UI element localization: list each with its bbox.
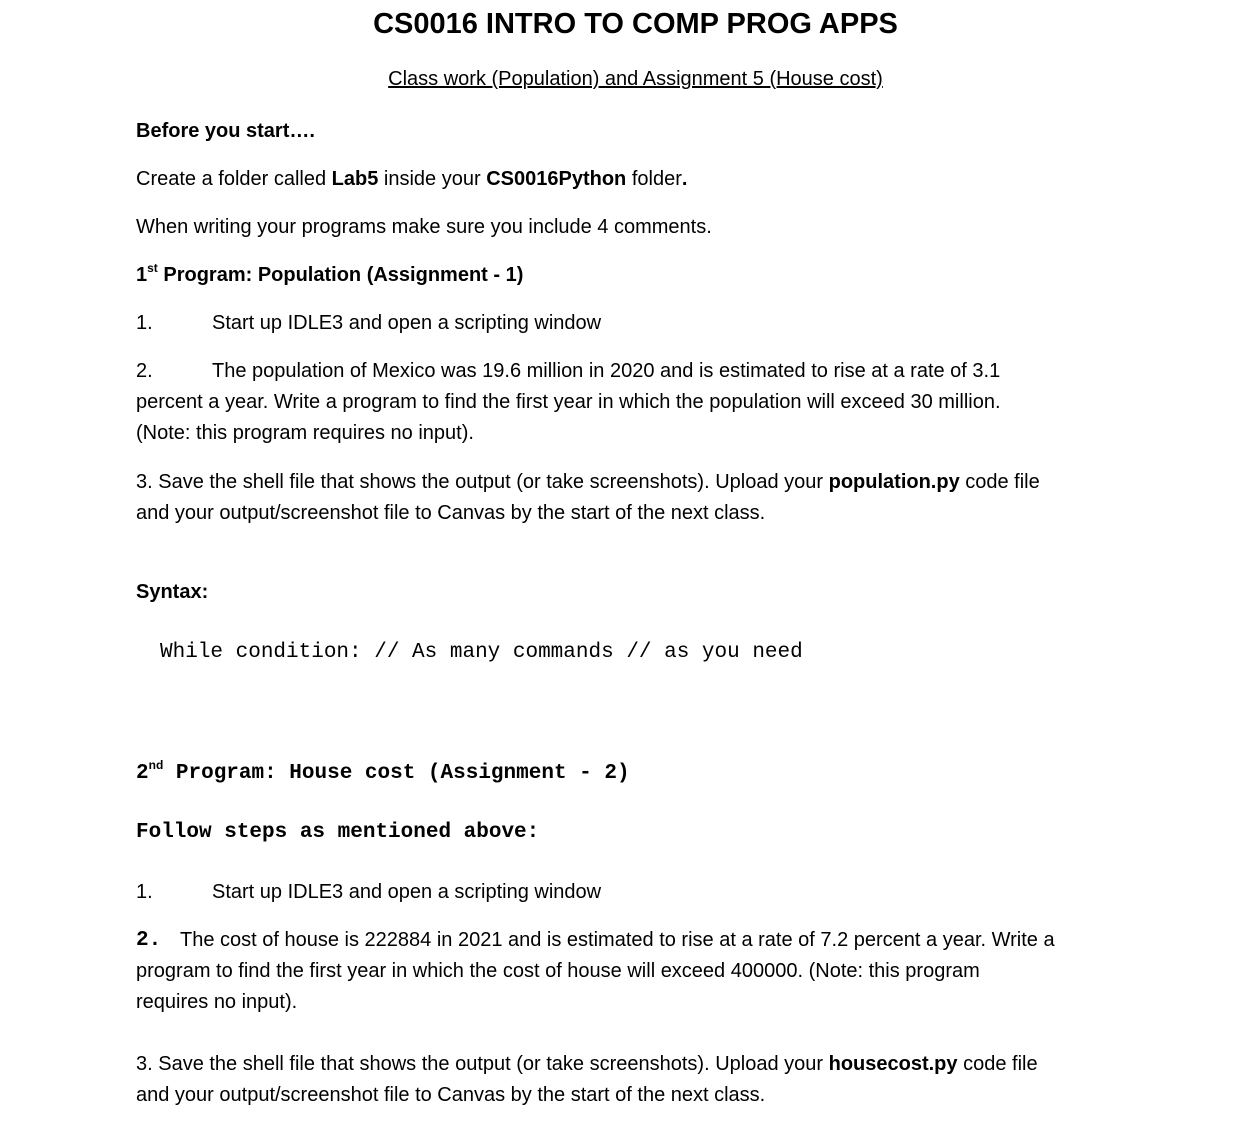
program1-step2-text: The population of Mexico was 19.6 million in 2020 and is estimated to rise at a rate of 3.1 <box>212 360 1001 382</box>
document-subtitle: Class work (Population) and Assignment 5 (House cost) <box>388 68 883 90</box>
program2-step2-text: The cost of house is 222884 in 2021 and is estimated to rise at a rate of 7.2 percent a year. Write a <box>180 929 1055 951</box>
create-folder-text: Create a folder called <box>136 168 332 190</box>
create-folder-period: . <box>681 168 688 190</box>
program1-heading <box>136 260 523 291</box>
program1-step3-text: 3. Save the shell file that shows the output (or take screenshots). Upload your <box>136 471 829 493</box>
syntax-code-line2: // As many commands <box>374 641 614 664</box>
program2-step3-text-post: code file <box>957 1053 1038 1075</box>
program1-step2-line3: (Note: this program requires no input). <box>136 422 474 444</box>
program2-follow-steps: Follow steps as mentioned above: <box>136 821 540 844</box>
folder-name-lab5: Lab5 <box>331 168 379 190</box>
program2-step3-line2: and your output/screenshot file to Canvas by the start of the next class. <box>136 1084 766 1106</box>
program1-heading-text: Program: Population (Assignment - 1) <box>157 264 524 286</box>
program1-step3-text-post: code file <box>959 471 1040 493</box>
program2-step2-num: 2. <box>136 929 162 952</box>
program2-step1-num: 1. <box>136 881 153 903</box>
program2-heading-num: 2 <box>136 762 149 785</box>
program1-step2-num: 2. <box>136 360 153 382</box>
program1-step2-line1 <box>0 356 1239 387</box>
create-folder-instruction <box>136 164 687 195</box>
program1-step1-num: 1. <box>136 312 153 334</box>
program2-step1 <box>0 877 1239 908</box>
program2-step2-line3: requires no input). <box>136 991 298 1013</box>
comments-instruction: When writing your programs make sure you include 4 comments. <box>136 216 712 238</box>
program2-step1-text: Start up IDLE3 and open a scripting window <box>212 881 602 903</box>
syntax-code-line1: While condition: <box>160 641 362 664</box>
program2-heading-text: Program: House cost (Assignment - 2) <box>163 762 630 785</box>
program2-step3-text: 3. Save the shell file that shows the output (or take screenshots). Upload your <box>136 1053 829 1075</box>
program2-code-file: housecost.py <box>828 1053 958 1075</box>
program1-heading-num: 1 <box>136 264 148 286</box>
create-folder-text-post: folder <box>626 168 682 190</box>
program1-step1-text: Start up IDLE3 and open a scripting window <box>212 312 602 334</box>
program1-step1 <box>0 308 1239 339</box>
program2-heading-sup: nd <box>148 758 164 772</box>
program2-step2-line1 <box>0 925 1239 956</box>
program2-heading <box>136 759 630 789</box>
before-start-heading: Before you start…. <box>136 120 315 142</box>
syntax-heading: Syntax: <box>136 581 209 603</box>
document-title: CS0016 INTRO TO COMP PROG APPS <box>373 8 898 40</box>
syntax-code-block <box>160 638 803 668</box>
program1-step3-line2: and your output/screenshot file to Canvas by the start of the next class. <box>136 502 766 524</box>
program2-step2-line2: program to find the first year in which the cost of house will exceed 400000. (Note: this program <box>136 960 980 982</box>
program1-step2-line2: percent a year. Write a program to find the first year in which the population will exceed 30 million. <box>136 391 1001 413</box>
program1-code-file: population.py <box>828 471 960 493</box>
syntax-code-line3: // as you need <box>626 641 803 664</box>
create-folder-text-mid: inside your <box>378 168 487 190</box>
program1-step3-line1 <box>136 467 1040 498</box>
program1-heading-sup: st <box>147 261 158 275</box>
program2-step3-line1 <box>136 1049 1038 1080</box>
folder-name-parent: CS0016Python <box>486 168 627 190</box>
